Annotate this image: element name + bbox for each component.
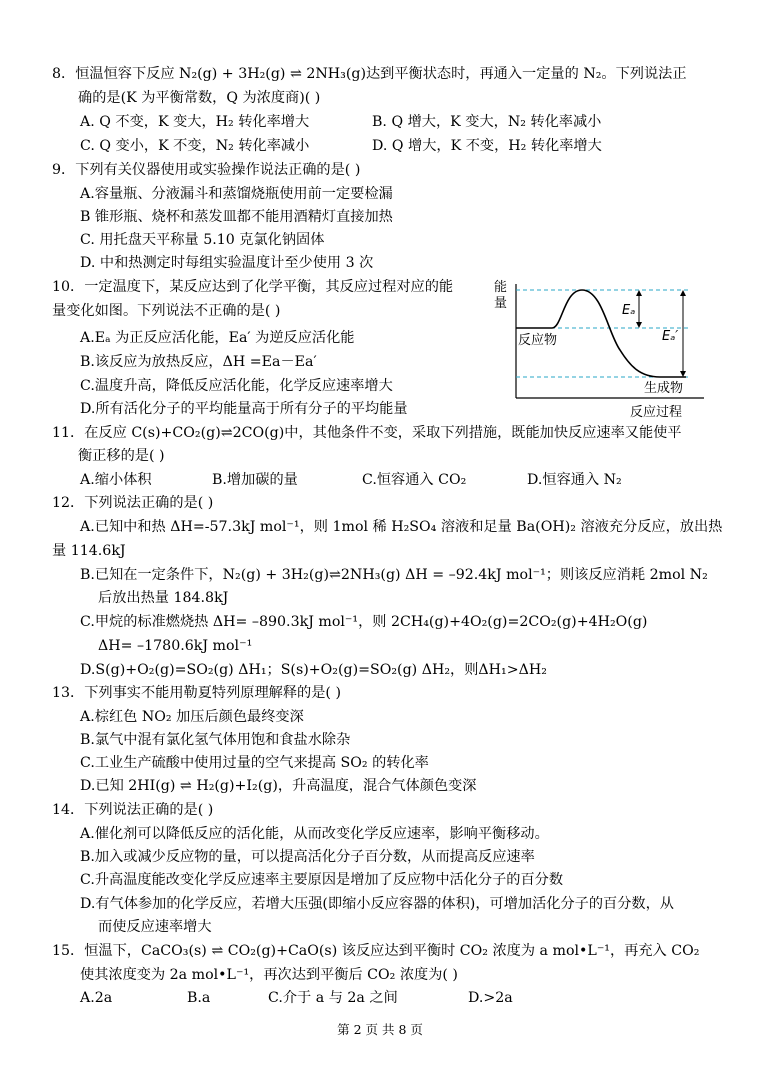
q8-stem-line1: 8．恒温恒容下反应 N₂(g) + 3H₂(g) ⇌ 2NH₃(g)达到平衡状态时，再通入一定量的 N₂。下列说法正 <box>52 66 687 82</box>
q15-option-d: D.>2a <box>468 990 513 1006</box>
q15-option-a: A.2a <box>80 990 113 1006</box>
q14-option-d-line1: D.有气体参加的化学反应，若增大压强(即缩小反应容器的体积)，可增加活化分子的百分数，从 <box>80 896 674 912</box>
q10-option-c: C.温度升高，降低反应活化能，化学反应速率增大 <box>80 378 393 394</box>
q13-option-d: D.已知 2HI(g) ⇌ H₂(g)+I₂(g)，升高温度，混合气体颜色变深 <box>80 778 477 794</box>
q15-stem-line2: 使其浓度变为 2a mol•L⁻¹，再次达到平衡后 CO₂ 浓度为( ) <box>80 967 458 983</box>
ea-prime-arrow-head-down <box>680 371 686 377</box>
q9-option-d: D. 中和热测定时每组实验温度计至少使用 3 次 <box>80 255 374 271</box>
y-axis-label-1: 能 <box>494 280 508 295</box>
q9-option-a: A.容量瓶、分液漏斗和蒸馏烧瓶使用前一定要检漏 <box>80 186 393 202</box>
ea-arrow-head-up <box>636 290 642 296</box>
q14-option-d-line2: 而使反应速率增大 <box>98 919 212 935</box>
q11-option-d: D.恒容通入 N₂ <box>527 472 622 488</box>
q12-option-a-line2: 量 114.6kJ <box>52 543 126 559</box>
q14-stem: 14．下列说法正确的是( ) <box>52 802 214 818</box>
ea-label: Eₐ <box>622 303 636 318</box>
q13-option-b: B.氯气中混有氯化氢气体用饱和食盐水除杂 <box>80 732 351 748</box>
q14-option-b: B.加入或减少反应物的量，可以提高活化分子百分数，从而提高反应速率 <box>80 849 535 865</box>
q9-option-b: B 锥形瓶、烧杯和蒸发皿都不能用酒精灯直接加热 <box>80 209 393 225</box>
q12-stem: 12．下列说法正确的是( ) <box>52 495 214 511</box>
q8-option-a: A. Q 不变，K 变大，H₂ 转化率增大 <box>80 114 310 130</box>
product-label: 生成物 <box>644 381 684 396</box>
q12-option-b-line2: 后放出热量 184.8kJ <box>98 590 229 606</box>
q10-option-a: A.Eₐ 为正反应活化能，Ea′ 为逆反应活化能 <box>80 330 355 346</box>
q15-option-b: B.a <box>187 990 211 1006</box>
q11-option-c: C.恒容通入 CO₂ <box>362 472 467 488</box>
energy-diagram <box>490 278 710 428</box>
q12-option-a-line1: A.已知中和热 ΔH=-57.3kJ mol⁻¹，则 1mol 稀 H₂SO₄ 溶液和足量 Ba(OH)₂ 溶液充分反应，放出热 <box>80 519 723 535</box>
q9-stem: 9．下列有关仪器使用或实验操作说法正确的是( ) <box>52 162 361 178</box>
y-axis-label-2: 量 <box>494 296 508 311</box>
ea-arrow-head-down <box>636 322 642 328</box>
q12-option-c-line2: ΔH= –1780.6kJ mol⁻¹ <box>98 638 253 654</box>
q13-option-a: A.棕红色 NO₂ 加压后颜色最终变深 <box>80 709 304 725</box>
q14-option-a: A.催化剂可以降低反应的活化能，从而改变化学反应速率，影响平衡移动。 <box>80 826 549 842</box>
q11-stem-line1: 11．在反应 C(s)+CO₂(g)⇌2CO(g)中，其他条件不变，采取下列措施，既能加快反应速率又能使平 <box>52 425 682 441</box>
q11-option-b: B.增加碳的量 <box>212 472 298 488</box>
ea-prime-arrow-head-up <box>680 290 686 296</box>
q12-option-b-line1: B.已知在一定条件下，N₂(g) + 3H₂(g)⇌2NH₃(g) ΔH = –92.4kJ mol⁻¹；则该反应消耗 2mol N₂ <box>80 567 708 583</box>
q10-stem-line2: 量变化如图。下列说法不正确的是( ) <box>52 303 281 319</box>
q8-option-b: B. Q 增大，K 变大，N₂ 转化率减小 <box>372 114 602 130</box>
page-footer: 第 2 页 共 8 页 <box>337 1022 423 1037</box>
q8-option-d: D. Q 增大，K 不变，H₂ 转化率增大 <box>372 138 602 154</box>
x-axis-label: 反应过程 <box>630 405 683 420</box>
q10-option-b: B.该反应为放热反应，ΔH =Ea－Ea′ <box>80 354 317 370</box>
q15-stem-line1: 15．恒温下，CaCO₃(s) ⇌ CO₂(g)+CaO(s) 该反应达到平衡时 CO₂ 浓度为 a mol•L⁻¹，再充入 CO₂ <box>52 943 700 959</box>
q10-option-d: D.所有活化分子的平均能量高于所有分子的平均能量 <box>80 401 408 417</box>
ea-prime-label: Eₐ′ <box>662 329 679 344</box>
q11-option-a: A.缩小体积 <box>80 472 152 488</box>
q8-stem-line2: 确的是(K 为平衡常数，Q 为浓度商)( ) <box>78 90 321 106</box>
q10-stem-line1: 10．一定温度下，某反应达到了化学平衡，其反应过程对应的能 <box>52 279 454 295</box>
q13-option-c: C.工业生产硫酸中使用过量的空气来提高 SO₂ 的转化率 <box>80 755 429 771</box>
q12-option-c-line1: C.甲烷的标准燃烧热 ΔH= –890.3kJ mol⁻¹，则 2CH₄(g)+4O₂(g)=2CO₂(g)+4H₂O(g) <box>80 614 648 630</box>
q8-option-c: C. Q 变小，K 不变，N₂ 转化率减小 <box>80 138 310 154</box>
q14-option-c: C.升高温度能改变化学反应速率主要原因是增加了反应物中活化分子的百分数 <box>80 872 564 888</box>
q12-option-d: D.S(g)+O₂(g)=SO₂(g) ΔH₁；S(s)+O₂(g)=SO₂(g) ΔH₂，则ΔH₁>ΔH₂ <box>80 662 547 678</box>
q9-option-c: C. 用托盘天平称量 5.10 克氯化钠固体 <box>80 232 325 248</box>
reactant-label: 反应物 <box>518 333 558 348</box>
q11-stem-line2: 衡正移的是( ) <box>78 448 165 464</box>
q15-option-c: C.介于 a 与 2a 之间 <box>268 990 398 1006</box>
q13-stem: 13．下列事实不能用勒夏特列原理解释的是( ) <box>52 685 342 701</box>
